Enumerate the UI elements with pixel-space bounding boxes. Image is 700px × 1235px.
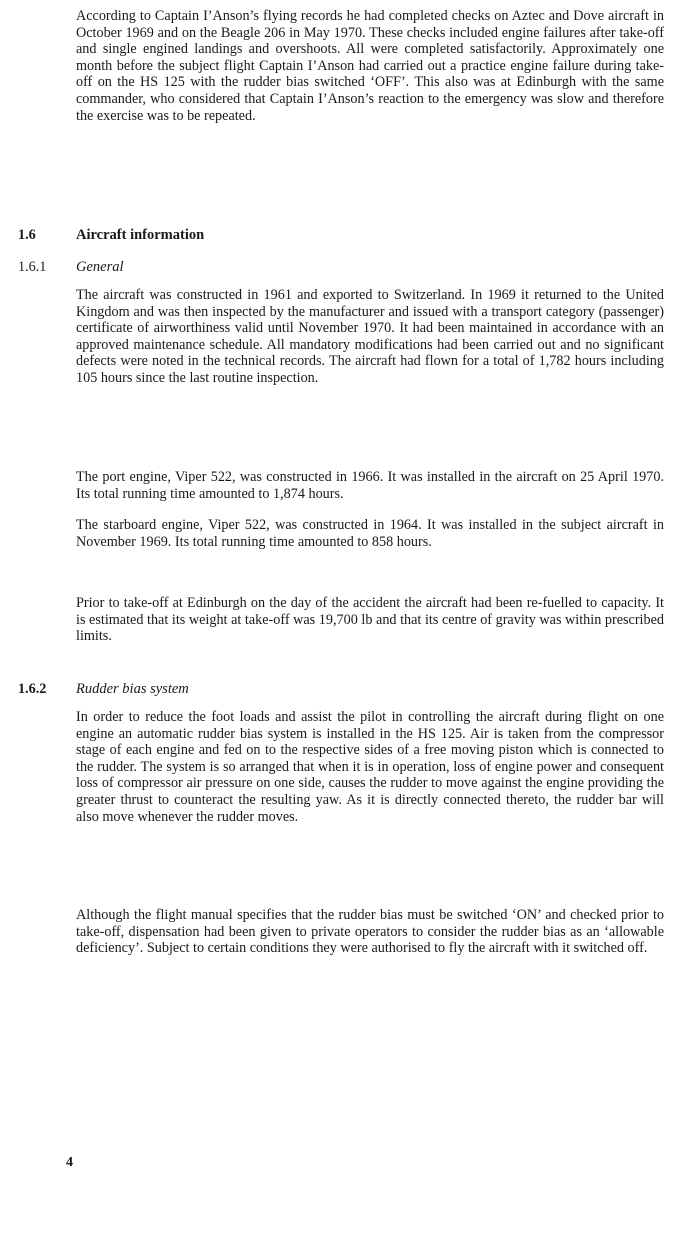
section-1-6-1-title: General bbox=[76, 259, 124, 275]
section-1-6-1-number: 1.6.1 bbox=[18, 259, 47, 275]
general-paragraph-1: The aircraft was constructed in 1961 and exported to Switzerland. In 1969 it returned to the United Kingdom and was then inspected by the manufacturer and issued with a transport category (passenger) certificate of airworthiness valid until November 1970. It had been maintained in accordance with an approved maintenance schedule. All mandatory modifications had been carried out and no significant defects were noted in the technical records. The aircraft had flown for a total of 1,782 hours including 105 hours since the last routine inspection. bbox=[76, 287, 664, 386]
rudder-bias-paragraph-1: In order to reduce the foot loads and assist the pilot in controlling the aircraft during flight on one engine an automatic rudder bias system is installed in the HS 125. Air is taken from the compressor stage of each engine and fed on to the respective sides of a free moving piston which is connected to the rudder. The system is so arranged that when it is in operation, loss of engine power and consequent loss of compressor air pressure on one side, causes the rudder to move against the engine providing the greater thrust to counteract the resulting yaw. As it is directly connected thereto, the rudder bar will also move whenever the rudder moves. bbox=[76, 709, 664, 825]
page-number: 4 bbox=[66, 1155, 73, 1170]
general-paragraph-3: The starboard engine, Viper 522, was constructed in 1964. It was installed in the subject aircraft in November 1969. Its total running time amounted to 858 hours. bbox=[76, 517, 664, 550]
general-paragraph-4: Prior to take-off at Edinburgh on the day of the accident the aircraft had been re-fuelled to capacity. It is estimated that its weight at take-off was 19,700 lb and that its centre of gravity was within prescribed limits. bbox=[76, 595, 664, 645]
general-paragraph-2: The port engine, Viper 522, was constructed in 1966. It was installed in the aircraft on 25 April 1970. Its total running time amounted to 1,874 hours. bbox=[76, 469, 664, 502]
section-1-6-2-number: 1.6.2 bbox=[18, 681, 47, 697]
section-1-6-2-title: Rudder bias system bbox=[76, 681, 189, 697]
intro-paragraph: According to Captain I’Anson’s flying records he had completed checks on Aztec and Dove aircraft in October 1969 and on the Beagle 206 in May 1970. These checks included engine failures after take-off and single engined landings and overshoots. All were completed satisfactorily. Approximately one month before the subject flight Captain I’Anson had carried out a practice engine failure during take-off on the HS 125 with the rudder bias switched ‘OFF’. This also was at Edinburgh with the same commander, who considered that Captain I’Anson’s reaction to the emergency was slow and therefore the exercise was to be repeated. bbox=[76, 8, 664, 124]
section-1-6-number: 1.6 bbox=[18, 227, 36, 243]
section-1-6-title: Aircraft information bbox=[76, 227, 205, 243]
rudder-bias-paragraph-2: Although the flight manual specifies that the rudder bias must be switched ‘ON’ and checked prior to take-off, dispensation had been given to private operators to consider the rudder bias as an ‘allowable deficiency’. Subject to certain conditions they were authorised to fly the aircraft with it switched off. bbox=[76, 907, 664, 957]
